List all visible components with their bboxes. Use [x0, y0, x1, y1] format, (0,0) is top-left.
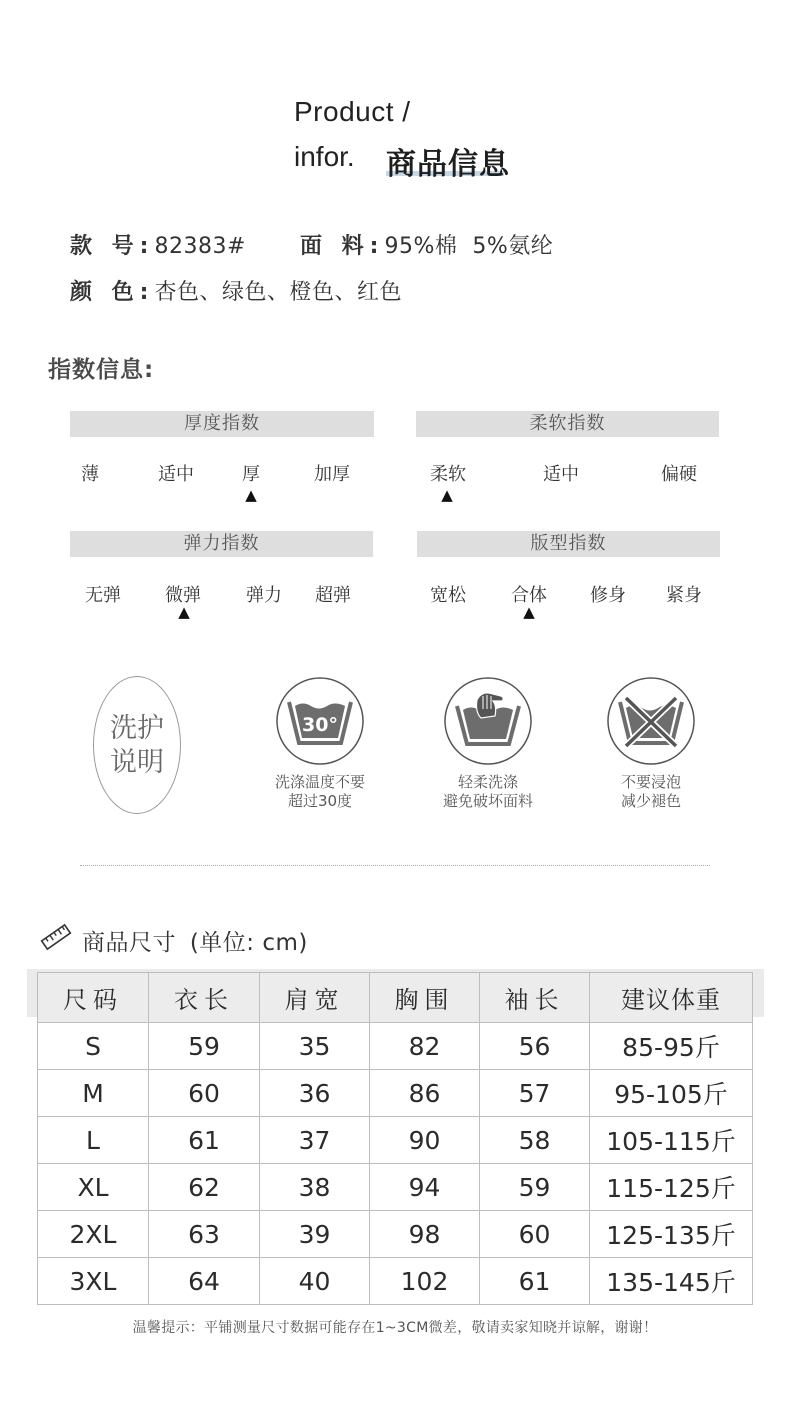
size-table [37, 972, 753, 1305]
elasticity-option-super: 超弹 [315, 585, 351, 606]
thickness-option-thin: 薄 [81, 464, 99, 485]
measurement-note: 温馨提示：平铺测量尺寸数据可能存在1~3CM微差，敬请卖家知晓并谅解，谢谢！ [132, 1320, 658, 1336]
cell-chest: 90 [370, 1117, 480, 1164]
thickness-option-extra-thick: 加厚 [314, 464, 350, 485]
color-value: 杏色、绿色、橙色、红色 [154, 280, 402, 305]
cell-length: 64 [149, 1258, 260, 1305]
fit-option-loose: 宽松 [430, 585, 466, 606]
elasticity-index-bar: 弹力指数 [70, 531, 373, 557]
fit-index-bar: 版型指数 [417, 531, 720, 557]
cell-weight: 125-135斤 [590, 1211, 753, 1258]
fit-option-tight: 紧身 [666, 585, 702, 606]
cell-chest: 102 [370, 1258, 480, 1305]
care-caption-nosoak-line2: 减少褪色 [620, 792, 681, 810]
care-caption-handwash-line2: 避免破坏面料 [442, 792, 533, 810]
elasticity-selected-marker: ▲ [178, 603, 190, 621]
softness-option-stiff: 偏硬 [661, 464, 697, 485]
table-header-row [38, 973, 753, 1023]
style-label: 款 号: [70, 234, 155, 259]
softness-option-soft: 柔软 [430, 464, 466, 485]
color-label: 颜 色: [70, 280, 155, 305]
softness-selected-marker: ▲ [441, 486, 453, 504]
thickness-option-thick: 厚 [242, 464, 260, 485]
cell-weight: 135-145斤 [590, 1258, 753, 1305]
care-label-text [93, 712, 181, 780]
section-divider [80, 865, 710, 866]
cell-sleeve: 59 [480, 1164, 590, 1211]
cell-shoulder: 39 [260, 1211, 370, 1258]
style-value: 82383# [154, 234, 246, 259]
cell-chest: 86 [370, 1070, 480, 1117]
style-number [70, 229, 246, 260]
wash-30-icon [275, 676, 365, 766]
col-header-shoulder: 肩宽 [260, 973, 370, 1023]
cell-sleeve: 61 [480, 1258, 590, 1305]
table-row [38, 1164, 753, 1211]
care-label-line2: 说明 [110, 747, 164, 778]
cell-length: 62 [149, 1164, 260, 1211]
cell-weight: 95-105斤 [590, 1070, 753, 1117]
fit-selected-marker: ▲ [523, 603, 535, 621]
care-caption-nosoak [571, 773, 731, 811]
index-section-title: 指数信息: [48, 357, 155, 383]
softness-index-bar: 柔软指数 [416, 411, 719, 437]
cell-size: S [38, 1023, 149, 1070]
fabric-value: 95%棉 5%氨纶 [384, 234, 554, 259]
cell-chest: 94 [370, 1164, 480, 1211]
page-title: 商品信息 [386, 147, 510, 182]
header-en-line2: infor. [294, 141, 355, 172]
fit-option-regular: 合体 [511, 585, 547, 606]
cell-length: 60 [149, 1070, 260, 1117]
cell-size: L [38, 1117, 149, 1164]
elasticity-option-none: 无弹 [85, 585, 121, 606]
cell-size: M [38, 1070, 149, 1117]
elasticity-option-elastic: 弹力 [246, 585, 282, 606]
col-header-size: 尺码 [38, 973, 149, 1023]
cell-sleeve: 57 [480, 1070, 590, 1117]
cell-weight: 105-115斤 [590, 1117, 753, 1164]
care-label-line1: 洗护 [110, 713, 164, 744]
size-section-title [82, 924, 308, 957]
care-caption-handwash [408, 773, 568, 811]
care-caption-wash-line1: 洗涤温度不要 [274, 773, 365, 791]
table-row [38, 1211, 753, 1258]
fabric-label: 面 料: [300, 234, 385, 259]
cell-length: 63 [149, 1211, 260, 1258]
care-caption-nosoak-line1: 不要浸泡 [620, 773, 681, 791]
thickness-selected-marker: ▲ [245, 486, 257, 504]
cell-shoulder: 35 [260, 1023, 370, 1070]
wash-temp-label: 30° [302, 714, 338, 736]
thickness-index-bar: 厚度指数 [70, 411, 374, 437]
cell-size: 2XL [38, 1211, 149, 1258]
col-header-chest: 胸围 [370, 973, 480, 1023]
col-header-length: 衣长 [149, 973, 260, 1023]
care-caption-handwash-line1: 轻柔洗涤 [457, 773, 518, 791]
fit-option-slim: 修身 [590, 585, 626, 606]
header-en-line1: Product / [294, 96, 411, 127]
colors [70, 275, 402, 306]
size-unit: (单位: cm) [189, 930, 308, 956]
cell-shoulder: 36 [260, 1070, 370, 1117]
cell-sleeve: 60 [480, 1211, 590, 1258]
cell-chest: 82 [370, 1023, 480, 1070]
cell-size: 3XL [38, 1258, 149, 1305]
cell-shoulder: 40 [260, 1258, 370, 1305]
col-header-sleeve: 袖长 [480, 973, 590, 1023]
size-title-text: 商品尺寸 [82, 930, 176, 956]
table-row [38, 1258, 753, 1305]
hand-wash-icon [443, 676, 533, 766]
fabric [300, 229, 553, 260]
table-row [38, 1070, 753, 1117]
cell-chest: 98 [370, 1211, 480, 1258]
elasticity-option-slight: 微弹 [165, 585, 201, 606]
cell-sleeve: 58 [480, 1117, 590, 1164]
cell-shoulder: 38 [260, 1164, 370, 1211]
table-row [38, 1023, 753, 1070]
cell-shoulder: 37 [260, 1117, 370, 1164]
cell-size: XL [38, 1164, 149, 1211]
cell-sleeve: 56 [480, 1023, 590, 1070]
cell-length: 61 [149, 1117, 260, 1164]
care-caption-wash-line2: 超过30度 [287, 792, 353, 810]
cell-weight: 85-95斤 [590, 1023, 753, 1070]
table-row [38, 1117, 753, 1164]
col-header-weight: 建议体重 [590, 973, 753, 1023]
no-soak-icon [606, 676, 696, 766]
cell-length: 59 [149, 1023, 260, 1070]
thickness-option-medium: 适中 [158, 464, 194, 485]
ruler-icon [40, 923, 72, 951]
care-caption-wash [240, 773, 400, 811]
cell-weight: 115-125斤 [590, 1164, 753, 1211]
softness-option-medium: 适中 [543, 464, 579, 485]
